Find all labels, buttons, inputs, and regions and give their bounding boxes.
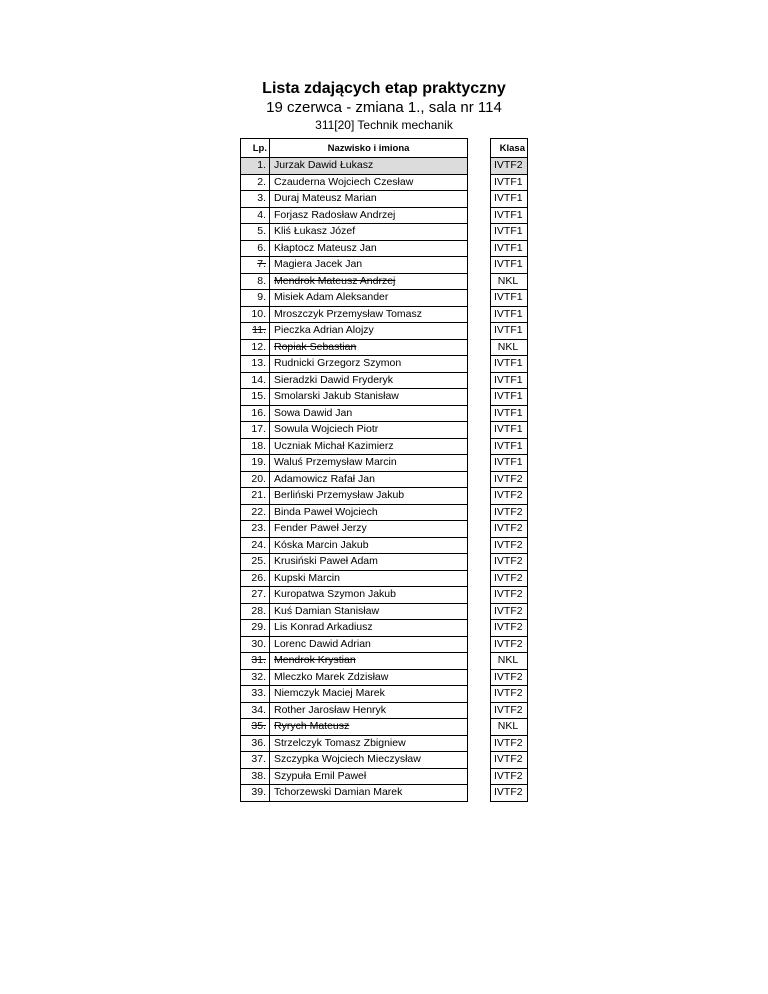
- class-cell: IVTF2: [491, 587, 528, 604]
- row-spacer: [468, 752, 491, 769]
- row-spacer: [468, 686, 491, 703]
- table-row: [241, 570, 528, 587]
- student-name: Berliński Przemysław Jakub: [274, 489, 405, 502]
- column-spacer: [468, 139, 491, 158]
- student-name-cell: [270, 735, 468, 752]
- row-number: 34.: [241, 702, 270, 719]
- student-name: Magiera Jacek Jan: [274, 258, 363, 271]
- row-number: 14.: [241, 372, 270, 389]
- student-name-cell: [270, 488, 468, 505]
- table-row: [241, 735, 528, 752]
- student-name-cell: [270, 323, 468, 340]
- row-number: 22.: [241, 504, 270, 521]
- class-cell: IVTF1: [491, 356, 528, 373]
- class-cell: IVTF2: [491, 752, 528, 769]
- student-name-cell: [270, 224, 468, 241]
- table-row: [241, 422, 528, 439]
- row-spacer: [468, 174, 491, 191]
- student-name: Uczniak Michał Kazimierz: [274, 439, 394, 452]
- student-name-cell: [270, 207, 468, 224]
- row-number: 32.: [241, 669, 270, 686]
- student-name-cell: [270, 455, 468, 472]
- class-cell: IVTF1: [491, 389, 528, 406]
- student-name: Sowa Dawid Jan: [274, 406, 353, 419]
- student-name-cell: [270, 587, 468, 604]
- column-header-lp: Lp.: [241, 139, 270, 158]
- student-name-cell: [270, 158, 468, 175]
- table-row: [241, 702, 528, 719]
- row-number: 10.: [241, 306, 270, 323]
- row-spacer: [468, 570, 491, 587]
- student-name: Ryrych Mateusz: [274, 720, 350, 733]
- student-name-cell: [270, 653, 468, 670]
- class-cell: IVTF1: [491, 323, 528, 340]
- table-row: [241, 719, 528, 736]
- student-name: Rudnicki Grzegorz Szymon: [274, 357, 402, 370]
- table-header-row: [241, 139, 528, 158]
- student-name-cell: [270, 702, 468, 719]
- class-cell: IVTF2: [491, 504, 528, 521]
- student-name-cell: [270, 191, 468, 208]
- row-number: 21.: [241, 488, 270, 505]
- row-number: 12.: [241, 339, 270, 356]
- student-name: Pieczka Adrian Alojzy: [274, 324, 374, 337]
- row-number: 31.: [241, 653, 270, 670]
- class-cell: IVTF1: [491, 207, 528, 224]
- page-title: Lista zdających etap praktyczny: [262, 80, 506, 97]
- row-spacer: [468, 323, 491, 340]
- row-spacer: [468, 653, 491, 670]
- table-row: [241, 603, 528, 620]
- student-name: Kóska Marcin Jakub: [274, 538, 369, 551]
- table-row: [241, 158, 528, 175]
- student-name: Adamowicz Rafał Jan: [274, 472, 375, 485]
- student-name-cell: [270, 389, 468, 406]
- table-row: [241, 174, 528, 191]
- student-name: Waluś Przemysław Marcin: [274, 456, 397, 469]
- row-spacer: [468, 537, 491, 554]
- column-header-klasa: Klasa: [491, 139, 528, 158]
- row-spacer: [468, 471, 491, 488]
- class-cell: IVTF2: [491, 603, 528, 620]
- class-cell: IVTF1: [491, 240, 528, 257]
- class-cell: IVTF2: [491, 636, 528, 653]
- student-name-cell: [270, 521, 468, 538]
- row-spacer: [468, 339, 491, 356]
- student-name-cell: [270, 372, 468, 389]
- row-spacer: [468, 372, 491, 389]
- class-cell: IVTF1: [491, 257, 528, 274]
- student-name: Mendrok Krystian: [274, 654, 356, 667]
- class-cell: IVTF2: [491, 471, 528, 488]
- row-spacer: [468, 521, 491, 538]
- table-row: [241, 488, 528, 505]
- table-row: [241, 191, 528, 208]
- table-row: [241, 471, 528, 488]
- row-number: 6.: [241, 240, 270, 257]
- row-number: 33.: [241, 686, 270, 703]
- table-row: [241, 257, 528, 274]
- row-spacer: [468, 158, 491, 175]
- class-cell: NKL: [491, 273, 528, 290]
- student-name-cell: [270, 636, 468, 653]
- row-spacer: [468, 702, 491, 719]
- student-name-cell: [270, 669, 468, 686]
- table-row: [241, 389, 528, 406]
- class-cell: IVTF1: [491, 405, 528, 422]
- student-name-cell: [270, 174, 468, 191]
- student-name-cell: [270, 257, 468, 274]
- student-name: Duraj Mateusz Marian: [274, 192, 377, 205]
- row-number: 13.: [241, 356, 270, 373]
- class-cell: IVTF1: [491, 191, 528, 208]
- table-row: [241, 669, 528, 686]
- class-cell: NKL: [491, 719, 528, 736]
- student-name-cell: [270, 686, 468, 703]
- student-name-cell: [270, 570, 468, 587]
- row-spacer: [468, 669, 491, 686]
- student-name: Sowula Wojciech Piotr: [274, 423, 379, 436]
- student-name-cell: [270, 438, 468, 455]
- class-cell: NKL: [491, 653, 528, 670]
- student-name: Mleczko Marek Zdzisław: [274, 670, 389, 683]
- row-number: 35.: [241, 719, 270, 736]
- row-number: 19.: [241, 455, 270, 472]
- student-name: Lis Konrad Arkadiusz: [274, 621, 373, 634]
- profession-label: 311[20] Technik mechanik: [315, 118, 453, 132]
- row-spacer: [468, 422, 491, 439]
- class-cell: IVTF2: [491, 537, 528, 554]
- class-cell: IVTF2: [491, 620, 528, 637]
- class-cell: NKL: [491, 339, 528, 356]
- table-row: [241, 554, 528, 571]
- table-row: [241, 405, 528, 422]
- student-name: Kupski Marcin: [274, 571, 340, 584]
- row-spacer: [468, 240, 491, 257]
- student-name-cell: [270, 752, 468, 769]
- row-number: 26.: [241, 570, 270, 587]
- student-name-cell: [270, 719, 468, 736]
- row-number: 3.: [241, 191, 270, 208]
- class-cell: IVTF2: [491, 158, 528, 175]
- student-name: Ropiak Sebastian: [274, 340, 357, 353]
- table-row: [241, 768, 528, 785]
- class-cell: IVTF1: [491, 372, 528, 389]
- row-spacer: [468, 603, 491, 620]
- student-name-cell: [270, 603, 468, 620]
- class-cell: IVTF2: [491, 554, 528, 571]
- table-row: [241, 752, 528, 769]
- student-name: Strzelczyk Tomasz Zbigniew: [274, 736, 406, 749]
- class-cell: IVTF1: [491, 438, 528, 455]
- table-row: [241, 306, 528, 323]
- student-name: Kliś Łukasz Józef: [274, 225, 356, 238]
- row-number: 38.: [241, 768, 270, 785]
- students-table: [240, 138, 528, 802]
- student-name-cell: [270, 290, 468, 307]
- student-name-cell: [270, 273, 468, 290]
- student-name-cell: [270, 471, 468, 488]
- student-name: Binda Paweł Wojciech: [274, 505, 378, 518]
- student-name-cell: [270, 504, 468, 521]
- table-row: [241, 537, 528, 554]
- row-spacer: [468, 455, 491, 472]
- class-cell: IVTF2: [491, 521, 528, 538]
- class-cell: IVTF1: [491, 290, 528, 307]
- row-number: 23.: [241, 521, 270, 538]
- row-number: 4.: [241, 207, 270, 224]
- student-name: Kłaptocz Mateusz Jan: [274, 241, 377, 254]
- row-number: 11.: [241, 323, 270, 340]
- class-cell: IVTF2: [491, 570, 528, 587]
- row-spacer: [468, 587, 491, 604]
- student-name-cell: [270, 356, 468, 373]
- table-row: [241, 273, 528, 290]
- row-number: 9.: [241, 290, 270, 307]
- student-name-cell: [270, 240, 468, 257]
- student-name-cell: [270, 554, 468, 571]
- student-name: Kuś Damian Stanisław: [274, 604, 380, 617]
- student-name: Smolarski Jakub Stanisław: [274, 390, 399, 403]
- column-header-name: Nazwisko i imiona: [270, 139, 468, 158]
- row-spacer: [468, 719, 491, 736]
- student-name-cell: [270, 422, 468, 439]
- table-row: [241, 290, 528, 307]
- class-cell: IVTF1: [491, 422, 528, 439]
- table-row: [241, 323, 528, 340]
- row-number: 28.: [241, 603, 270, 620]
- row-spacer: [468, 191, 491, 208]
- row-number: 16.: [241, 405, 270, 422]
- student-name: Mroszczyk Przemysław Tomasz: [274, 307, 422, 320]
- class-cell: IVTF1: [491, 306, 528, 323]
- row-spacer: [468, 405, 491, 422]
- table-row: [241, 455, 528, 472]
- row-number: 2.: [241, 174, 270, 191]
- student-name-cell: [270, 537, 468, 554]
- class-cell: IVTF2: [491, 702, 528, 719]
- class-cell: IVTF2: [491, 735, 528, 752]
- row-number: 27.: [241, 587, 270, 604]
- table-row: [241, 372, 528, 389]
- row-spacer: [468, 306, 491, 323]
- student-name: Forjasz Radosław Andrzej: [274, 208, 396, 221]
- row-number: 25.: [241, 554, 270, 571]
- student-name: Tchorzewski Damian Marek: [274, 786, 403, 799]
- student-name: Kuropatwa Szymon Jakub: [274, 588, 396, 601]
- student-name: Krusiński Paweł Adam: [274, 555, 378, 568]
- class-cell: IVTF1: [491, 174, 528, 191]
- student-name: Niemczyk Maciej Marek: [274, 687, 385, 700]
- table-row: [241, 686, 528, 703]
- student-name-cell: [270, 620, 468, 637]
- table-row: [241, 224, 528, 241]
- row-number: 30.: [241, 636, 270, 653]
- class-cell: IVTF2: [491, 785, 528, 802]
- row-spacer: [468, 554, 491, 571]
- student-name: Szczypka Wojciech Mieczysław: [274, 753, 421, 766]
- table-row: [241, 504, 528, 521]
- row-spacer: [468, 257, 491, 274]
- student-name-cell: [270, 339, 468, 356]
- row-spacer: [468, 785, 491, 802]
- table-row: [241, 785, 528, 802]
- table-row: [241, 438, 528, 455]
- row-spacer: [468, 224, 491, 241]
- student-name-cell: [270, 768, 468, 785]
- row-number: 24.: [241, 537, 270, 554]
- student-name: Fender Paweł Jerzy: [274, 522, 367, 535]
- row-number: 39.: [241, 785, 270, 802]
- row-number: 17.: [241, 422, 270, 439]
- row-spacer: [468, 488, 491, 505]
- student-name-cell: [270, 306, 468, 323]
- student-name: Czauderna Wojciech Czesław: [274, 175, 414, 188]
- class-cell: IVTF2: [491, 768, 528, 785]
- table-row: [241, 207, 528, 224]
- student-name: Szypuła Emil Paweł: [274, 769, 367, 782]
- table-row: [241, 521, 528, 538]
- page-subtitle: 19 czerwca - zmiana 1., sala nr 114: [266, 99, 502, 116]
- class-cell: IVTF2: [491, 669, 528, 686]
- table-row: [241, 339, 528, 356]
- row-spacer: [468, 273, 491, 290]
- row-number: 29.: [241, 620, 270, 637]
- row-spacer: [468, 290, 491, 307]
- row-number: 18.: [241, 438, 270, 455]
- table-row: [241, 620, 528, 637]
- row-number: 37.: [241, 752, 270, 769]
- row-spacer: [468, 504, 491, 521]
- student-name: Rother Jarosław Henryk: [274, 703, 387, 716]
- class-cell: IVTF1: [491, 455, 528, 472]
- row-spacer: [468, 636, 491, 653]
- row-spacer: [468, 735, 491, 752]
- row-spacer: [468, 620, 491, 637]
- row-number: 7.: [241, 257, 270, 274]
- class-cell: IVTF2: [491, 488, 528, 505]
- class-cell: IVTF1: [491, 224, 528, 241]
- table-row: [241, 240, 528, 257]
- student-name: Lorenc Dawid Adrian: [274, 637, 371, 650]
- table-row: [241, 653, 528, 670]
- student-name: Jurzak Dawid Łukasz: [274, 159, 374, 172]
- student-name: Mendrok Mateusz Andrzej: [274, 274, 396, 287]
- row-spacer: [468, 207, 491, 224]
- row-number: 20.: [241, 471, 270, 488]
- row-number: 15.: [241, 389, 270, 406]
- row-number: 1.: [241, 158, 270, 175]
- table-row: [241, 356, 528, 373]
- row-number: 36.: [241, 735, 270, 752]
- student-name-cell: [270, 405, 468, 422]
- row-spacer: [468, 389, 491, 406]
- row-number: 8.: [241, 273, 270, 290]
- class-cell: IVTF2: [491, 686, 528, 703]
- row-number: 5.: [241, 224, 270, 241]
- row-spacer: [468, 356, 491, 373]
- table-row: [241, 587, 528, 604]
- student-name: Sieradzki Dawid Fryderyk: [274, 373, 394, 386]
- student-name-cell: [270, 785, 468, 802]
- student-name: Misiek Adam Aleksander: [274, 291, 389, 304]
- table-row: [241, 636, 528, 653]
- row-spacer: [468, 768, 491, 785]
- row-spacer: [468, 438, 491, 455]
